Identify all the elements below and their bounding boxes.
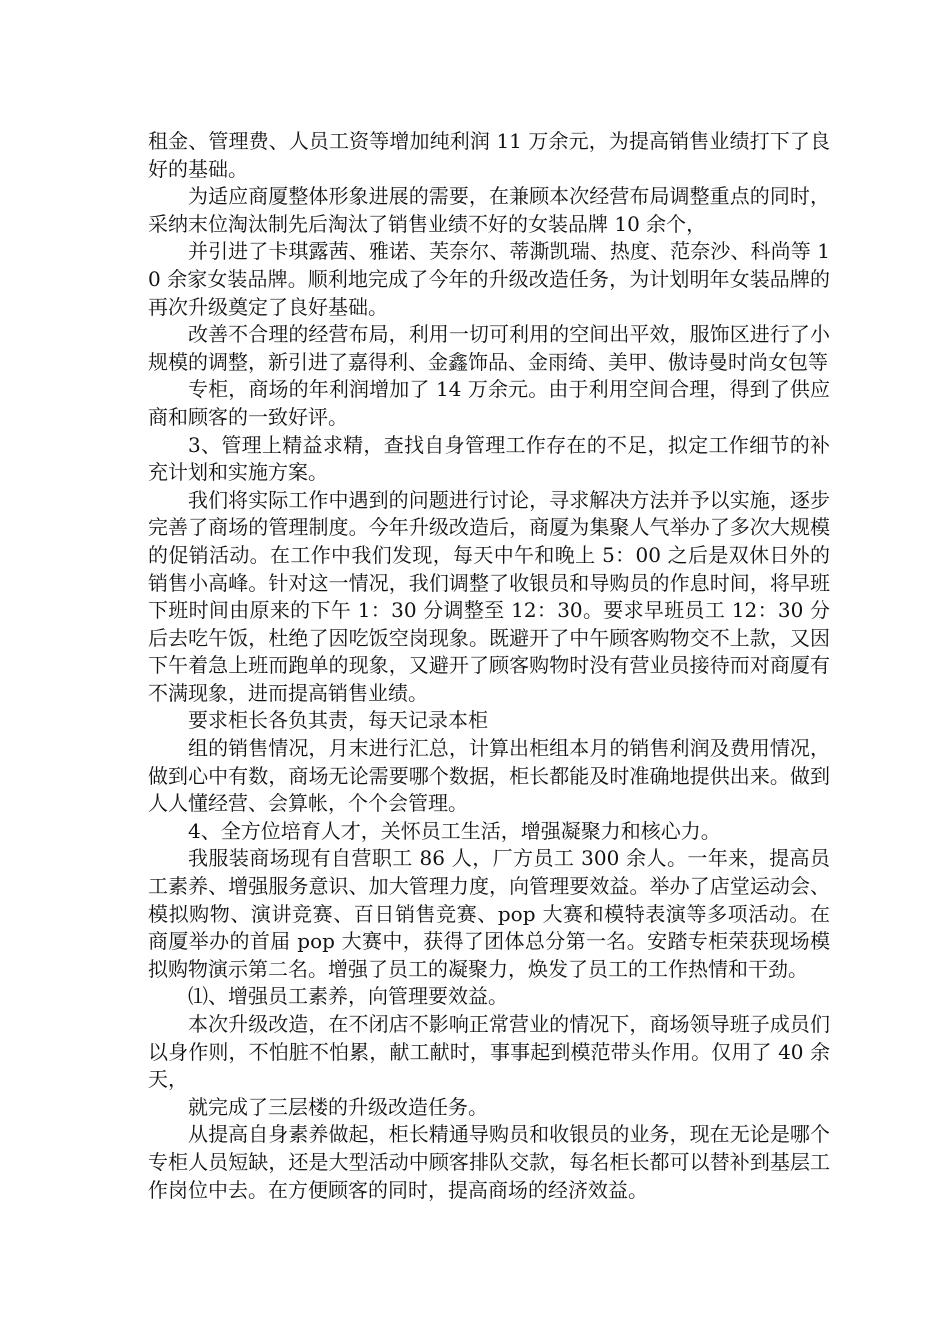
paragraph-8: 要求柜长各负其责，每天记录本柜 [188, 708, 488, 733]
paragraph-9: 组的销售情况，月末进行汇总，计算出柜组本月的销售利润及费用情况，做到心中有数，商场无论需要哪个数据，柜长都能及时准确地提供出来。做到人人懂经营、会算帐，个个会管理。 [148, 736, 830, 816]
paragraph-10: 4、全方位培育人才，关怀员工生活，增强凝聚力和核心力。 [188, 818, 721, 843]
paragraph-5: 专柜，商场的年利润增加了 14 万余元。由于利用空间合理，得到了供应商和顾客的一致好评。 [148, 377, 830, 429]
paragraph-2: 为适应商厦整体形象进展的需要，在兼顾本次经营布局调整重点的同时，采纳末位淘汰制先后淘汰了销售业绩不好的女装品牌 10 余个， [148, 184, 830, 236]
paragraph-3: 并引进了卡琪露茜、雅诺、芙奈尔、蒂澌凯瑞、热度、范奈沙、科尚等 10 余家女装品牌。顺利地完成了今年的升级改造任务，为计划明年女装品牌的再次升级奠定了良好基础。 [148, 239, 830, 319]
paragraph-14: 就完成了三层楼的升级改造任务。 [188, 1094, 488, 1119]
paragraph-4: 改善不合理的经营布局，利用一切可利用的空间出平效，服饰区进行了小规模的调整，新引进了嘉得利、金鑫饰品、金雨绮、美甲、傲诗曼时尚女包等 [148, 322, 830, 374]
document-body [148, 128, 830, 1204]
paragraph-13: 本次升级改造，在不闭店不影响正常营业的情况下，商场领导班子成员们以身作则，不怕脏不怕累，献工献时，事事起到模范带头作用。仅用了 40 余天， [148, 1012, 830, 1092]
paragraph-12: ⑴、增强员工素养，向管理要效益。 [188, 984, 508, 1009]
paragraph-15: 从提高自身素养做起，柜长精通导购员和收银员的业务，现在无论是哪个专柜人员短缺，还是大型活动中顾客排队交款，每名柜长都可以替补到基层工作岗位中去。在方便顾客的同时，提高商场的经济效益。 [148, 1122, 830, 1202]
paragraph-11: 我服装商场现有自营职工 86 人，厂方员工 300 余人。一年来，提高员工素养、增强服务意识、加大管理力度，向管理要效益。举办了店堂运动会、模拟购物、演讲竞赛、百日销售竞赛、pop 大赛和模特表演等多项活动。在商厦举办的首届 pop 大赛中，获得了团体总分第一名。安踏专柜荣获现场模拟购物演示第二名。增强了员工的凝聚力，焕发了员工的工作热情和干劲。 [148, 846, 830, 981]
paragraph-6: 3、管理上精益求精，查找自身管理工作存在的不足，拟定工作细节的补充计划和实施方案。 [148, 432, 830, 485]
paragraph-7: 我们将实际工作中遇到的问题进行讨论，寻求解决方法并予以实施，逐步完善了商场的管理制度。今年升级改造后，商厦为集聚人气举办了多次大规模的促销活动。在工作中我们发现，每天中午和晚上 5：00 之后是双休日外的销售小高峰。针对这一情况，我们调整了收银员和导购员的作息时间，将早班下班时间由原来的下午 1：30 分调整至 12：30。要求早班员工 12：30 分后去吃午饭，杜绝了因吃饭空岗现象。既避开了中午顾客购物交不上款，又因下午着急上班而跑单的现象，又避开了顾客购物时没有营业员接待而对商厦有不满现象，进而提高销售业绩。 [148, 487, 830, 705]
paragraph-1: 租金、管理费、人员工资等增加纯利润 11 万余元，为提高销售业绩打下了良好的基础。 [148, 129, 830, 181]
